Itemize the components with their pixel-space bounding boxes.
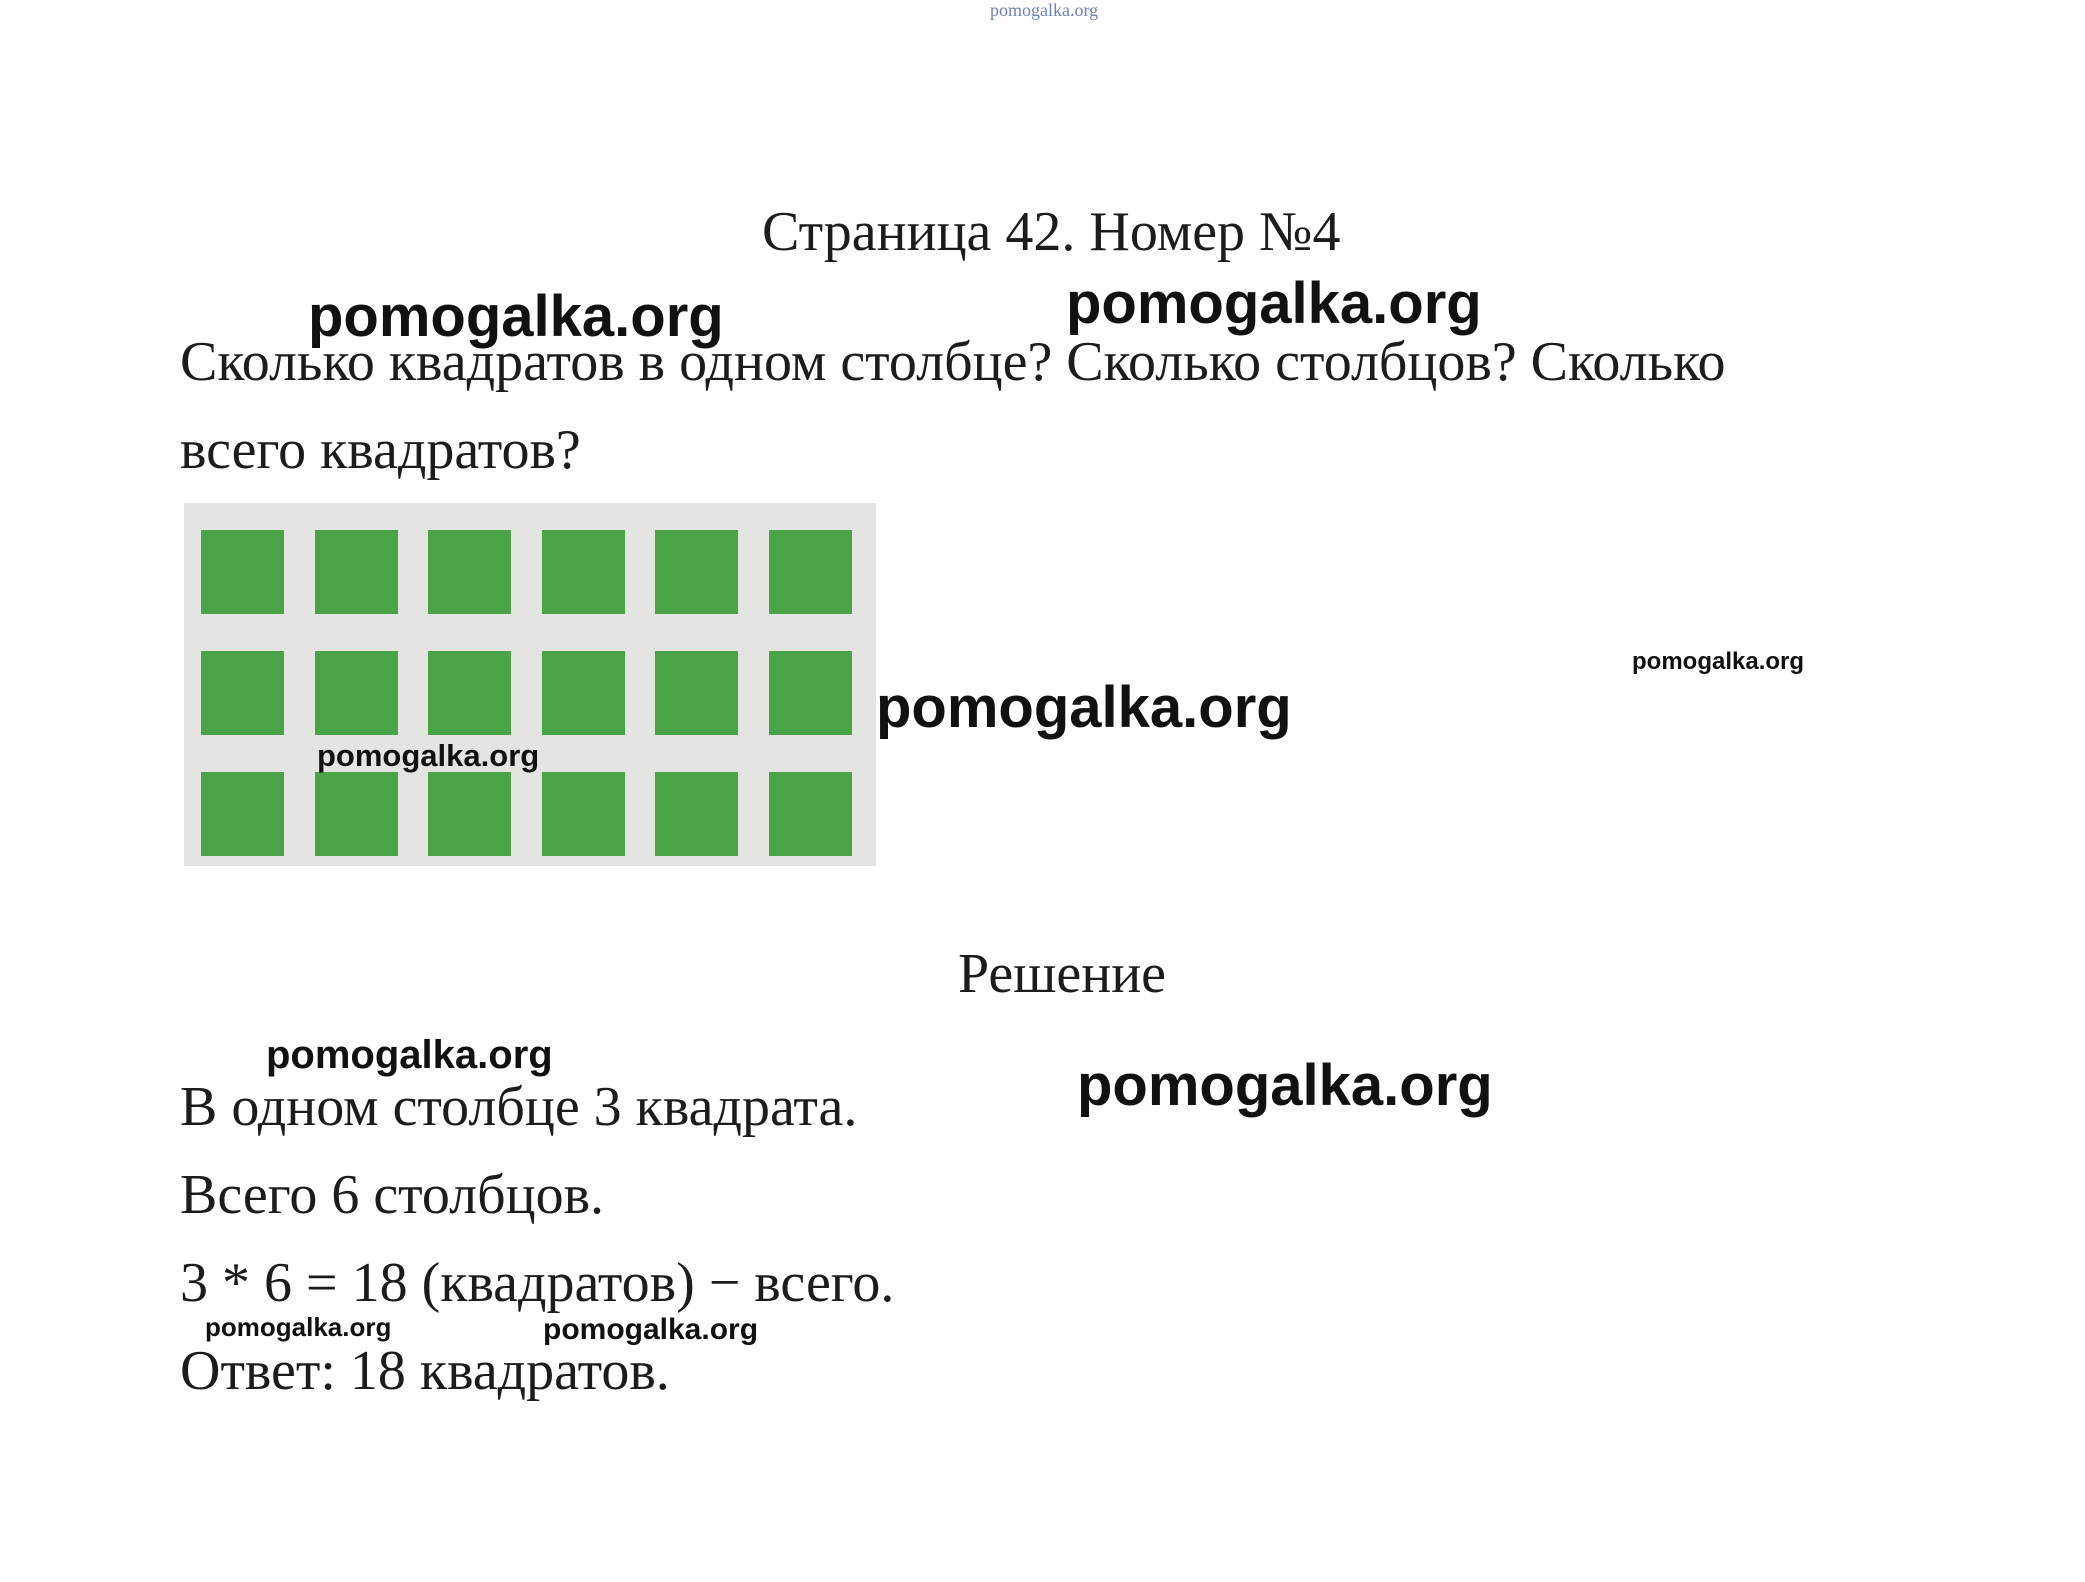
watermark: pomogalka.org [876, 675, 1292, 740]
watermark: pomogalka.org [543, 1313, 759, 1346]
squares-figure [184, 503, 876, 866]
green-square [769, 530, 852, 614]
green-square [769, 651, 852, 735]
green-square [201, 772, 284, 856]
solution-line: В одном столбце 3 квадрата. [180, 1076, 858, 1138]
watermark: pomogalka.org [308, 284, 724, 349]
green-square [769, 772, 852, 856]
question-line-2: всего квадратов? [180, 419, 581, 481]
green-square [201, 530, 284, 614]
page-title: Страница 42. Номер №4 [762, 201, 1341, 263]
green-square [315, 651, 398, 735]
green-square [428, 530, 511, 614]
watermark: pomogalka.org [205, 1312, 392, 1342]
green-square [315, 772, 398, 856]
green-square [542, 772, 625, 856]
question-line-1: Сколько квадратов в одном столбце? Сколько столбцов? Сколько [180, 331, 1726, 393]
answer-line: Ответ: 18 квадратов. [180, 1340, 670, 1402]
watermark: pomogalka.org [266, 1033, 553, 1077]
green-square [315, 530, 398, 614]
watermark: pomogalka.org [1077, 1053, 1493, 1118]
green-square [655, 651, 738, 735]
solution-heading: Решение [958, 943, 1167, 1005]
green-square [201, 651, 284, 735]
watermark: pomogalka.org [317, 738, 540, 773]
watermark: pomogalka.org [1066, 271, 1482, 336]
solution-line: Всего 6 столбцов. [180, 1164, 605, 1226]
green-square [655, 772, 738, 856]
watermark: pomogalka.org [1632, 648, 1805, 675]
green-square [542, 651, 625, 735]
solution-line: 3 * 6 = 18 (квадратов) − всего. [180, 1252, 895, 1314]
green-square [428, 772, 511, 856]
top-watermark: pomogalka.org [990, 0, 1099, 20]
green-square [428, 651, 511, 735]
green-square [542, 530, 625, 614]
green-square [655, 530, 738, 614]
